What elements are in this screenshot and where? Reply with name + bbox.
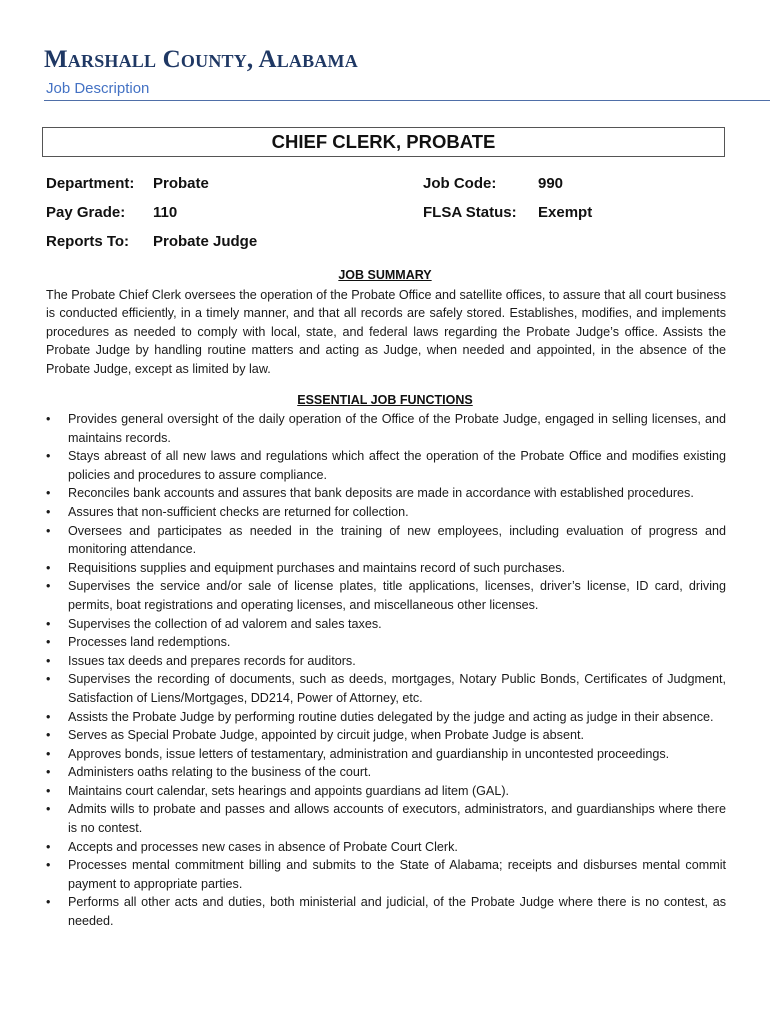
bullet-icon: • [46,746,51,761]
header-divider [44,100,770,101]
function-text: Supervises the recording of documents, such as deeds, mortgages, Notary Public Bonds, Certificates of Judgment, Satisfaction of Liens/Mortgages, DD214, Power of Attorney, etc. [68,672,726,705]
department-value: Probate [153,175,209,192]
bullet-icon: • [46,579,51,594]
bullet-icon: • [46,783,51,798]
bullet-icon: • [46,728,51,743]
flsa-status-value: Exempt [538,204,593,221]
list-item [46,856,726,893]
function-text: Provides general oversight of the daily operation of the Office of the Probate Judge, engaged in selling licenses, and maintains records. [68,412,726,445]
pay-grade-value: 110 [153,204,178,221]
list-item [46,559,726,578]
bullet-icon: • [46,653,51,668]
essential-functions-heading: ESSENTIAL JOB FUNCTIONS [297,393,473,407]
list-item [46,838,726,857]
function-text: Processes land redemptions. [68,635,231,650]
job-summary-heading: JOB SUMMARY [338,268,432,282]
function-text: Approves bonds, issue letters of testamentary, administration and guardianship in uncontested proceedings. [68,746,670,761]
job-code-value: 990 [538,175,564,192]
function-text: Reconciles bank accounts and assures that bank deposits are made in accordance with established procedures. [68,486,694,501]
list-item [46,447,726,484]
bullet-icon: • [46,709,51,724]
bullet-icon: • [46,616,51,631]
reports-to-value: Probate Judge [153,233,258,250]
function-text: Admits wills to probate and passes and allows accounts of executors, administrators, and guardianships where there is no contest. [68,802,726,836]
county-title: Marshall County, Alabama [44,46,358,73]
function-text: Serves as Special Probate Judge, appointed by circuit judge, when Probate Judge is absent. [68,728,584,743]
function-text: Oversees and participates as needed in the training of new employees, including evaluation of progress and monitoring attendance. [68,523,726,557]
list-item [46,633,726,652]
list-item [46,522,726,559]
essential-functions-list [46,410,726,931]
reports-to-label: Reports To: [46,233,130,250]
document-subtitle: Job Description [46,80,150,97]
function-text: Assures that non-sufficient checks are returned for collection. [68,504,409,519]
list-item [46,503,726,522]
bullet-icon: • [46,672,51,687]
bullet-icon: • [46,839,51,854]
function-text: Maintains court calendar, sets hearings and appoints guardians ad litem (GAL). [68,783,510,798]
bullet-icon: • [46,802,51,817]
list-item [46,800,726,837]
bullet-icon: • [46,523,51,538]
function-text: Processes mental commitment billing and submits to the State of Alabama; receipts and disburses mental commit payment to appropriate parties. [68,858,726,891]
function-text: Accepts and processes new cases in absence of Probate Court Clerk. [68,839,458,854]
bullet-icon: • [46,449,51,464]
list-item [46,893,726,930]
bullet-icon: • [46,486,51,501]
job-summary-text: The Probate Chief Clerk oversees the operation of the Probate Office and satellite offices, to assure that all court business is conducted efficiently, in a timely manner, and that all records are safely stored. Establishes, modifies, and implements procedures as needed to comply with local, state, and federal laws regarding the Probate Judge’s office. Assists the Probate Judge by handling routine matters and acting as Judge, when needed and appointed, in the absence of the Probate Judge, except as limited by law. [46,288,726,376]
function-text: Performs all other acts and duties, both ministerial and judicial, of the Probate Judge where there is no contest, as needed. [68,895,726,929]
list-item [46,745,726,764]
function-text: Assists the Probate Judge by performing routine duties delegated by the judge and acting as judge in their absence. [68,709,714,724]
bullet-icon: • [46,560,51,575]
function-text: Administers oaths relating to the business of the court. [68,765,372,780]
list-item [46,763,726,782]
function-text: Requisitions supplies and equipment purchases and maintains record of such purchases. [68,560,566,575]
function-text: Supervises the collection of ad valorem and sales taxes. [68,616,382,631]
flsa-status-label: FLSA Status: [423,204,517,221]
list-item [46,577,726,614]
bullet-icon: • [46,895,51,910]
list-item [46,726,726,745]
bullet-icon: • [46,858,51,873]
bullet-icon: • [46,412,51,426]
function-text: Supervises the service and/or sale of license plates, title applications, licenses, driver’s license, ID card, driving permits, boat registrations and operating licenses, and miscellaneous other licenses. [68,579,726,612]
bullet-icon: • [46,765,51,780]
list-item [46,615,726,634]
function-text: Issues tax deeds and prepares records for auditors. [68,653,356,668]
function-text: Stays abreast of all new laws and regulations which affect the operation of the Probate Office and modifies existing policies and procedures to assure compliance. [68,449,726,482]
bullet-icon: • [46,504,51,519]
list-item [46,484,726,503]
list-item [46,652,726,671]
list-item [46,410,726,447]
department-label: Department: [46,175,135,192]
job-title-box: CHIEF CLERK, PROBATE [42,127,725,157]
list-item [46,782,726,801]
job-code-label: Job Code: [423,175,497,192]
bullet-icon: • [46,635,51,650]
pay-grade-label: Pay Grade: [46,204,126,221]
list-item [46,670,726,707]
list-item [46,708,726,727]
